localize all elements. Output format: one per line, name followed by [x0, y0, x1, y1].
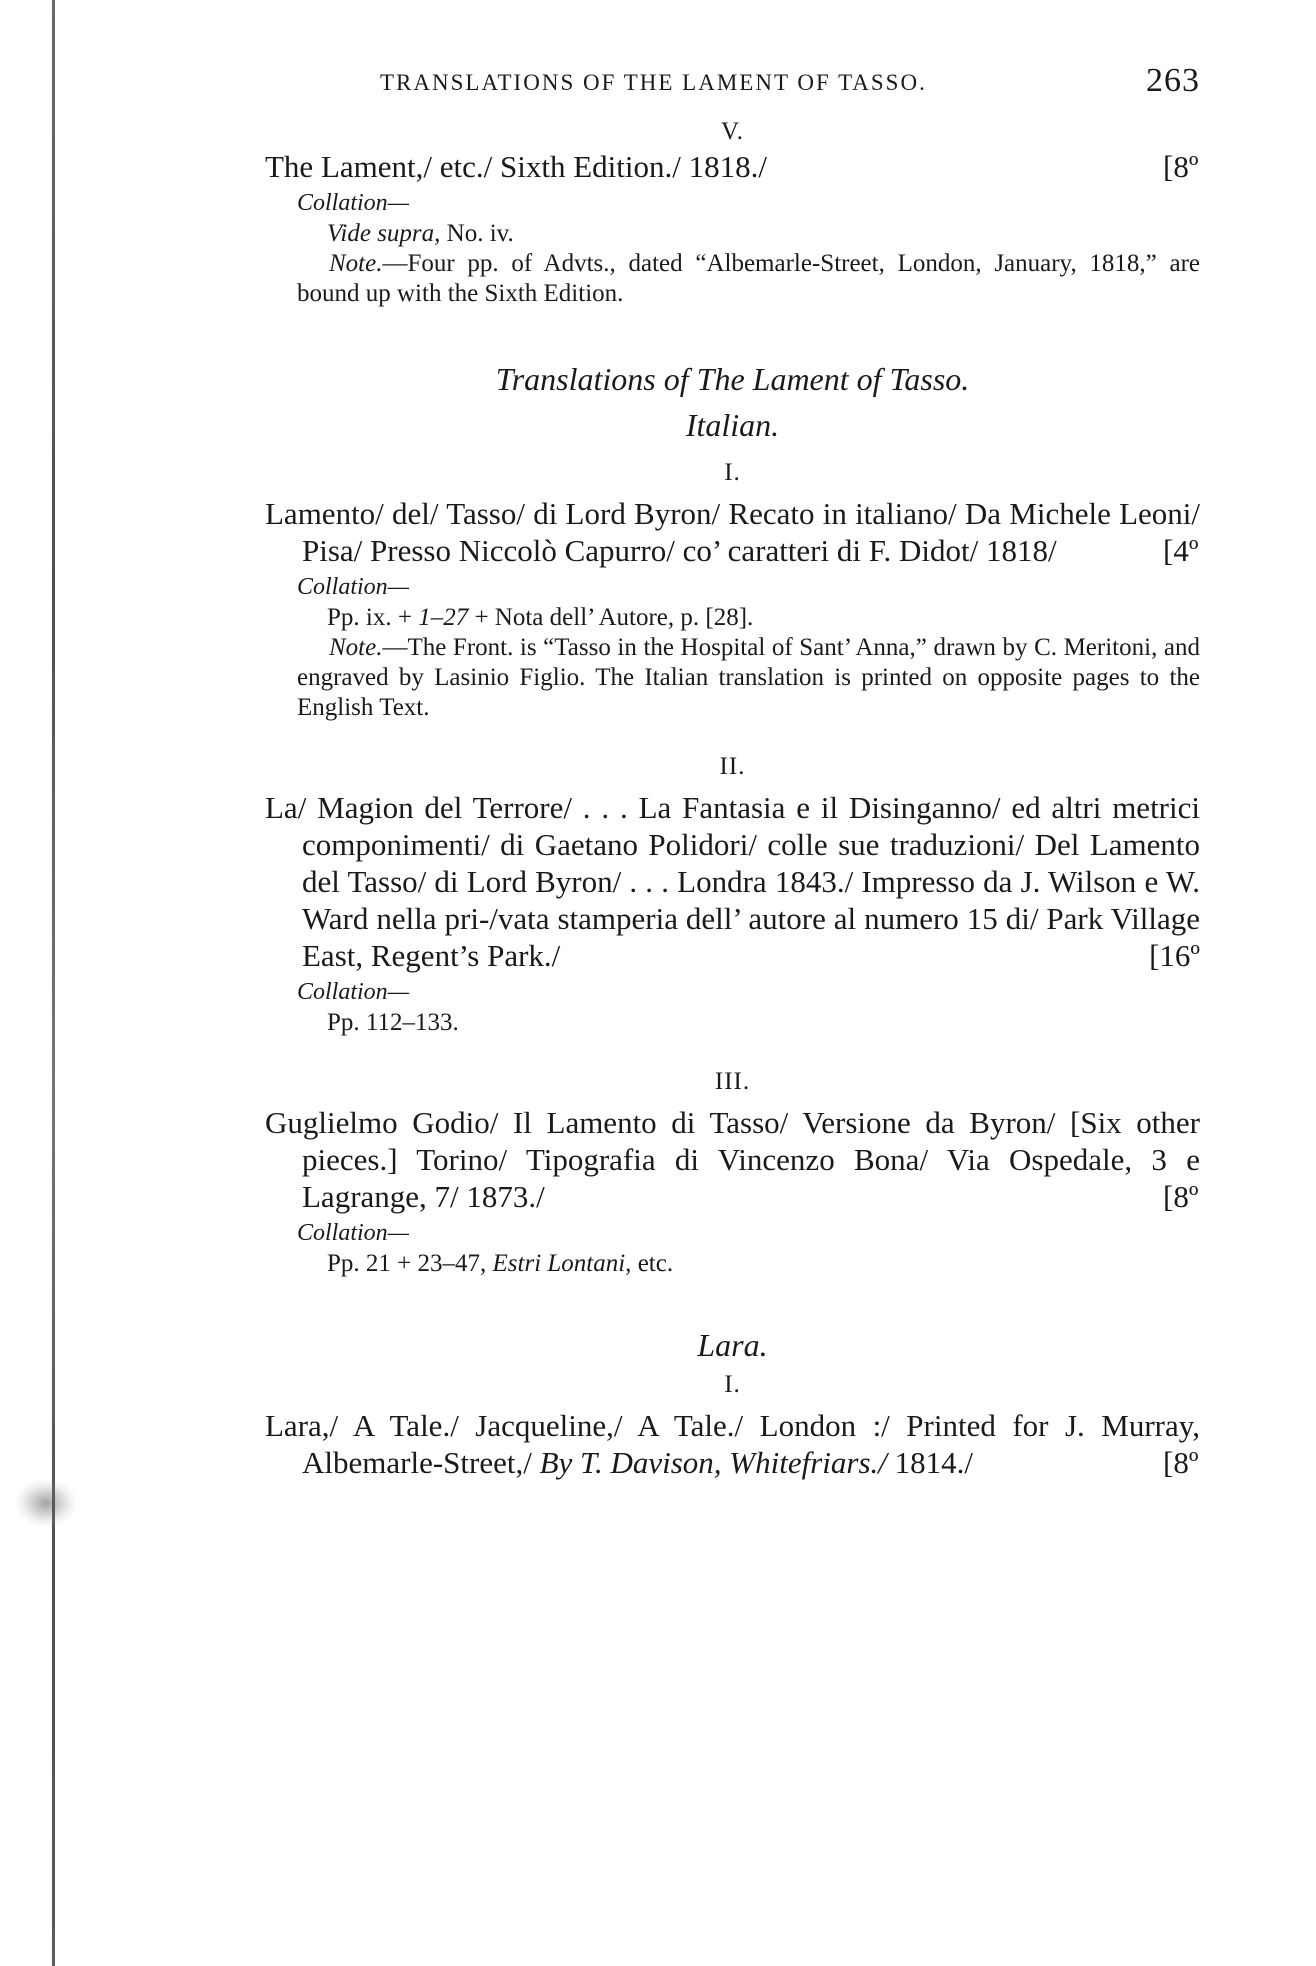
entry-v — [265, 118, 1200, 309]
binding-smudge — [16, 1480, 76, 1526]
translation-entry-ii — [265, 753, 1200, 1038]
collation-detail — [265, 219, 1200, 249]
entry-note — [265, 249, 1200, 309]
pages-italic: 1–27 — [418, 604, 469, 631]
section-heading: Lara. — [697, 1327, 768, 1363]
entry-number: I. — [724, 459, 741, 486]
entry-title-text: Lara,/ A Tale./ Jacqueline,/ A Tale./ London :/ Printed for J. Murray, Albemarle-Street,/ — [265, 1408, 1200, 1480]
entry-title: Lamento/ del/ Tasso/ di Lord Byron/ Recato in italiano/ Da Michele Leoni/ Pisa/ Presso Niccolò Capurro/ co’ caratteri di F. Didot/ 1818/ [4º — [265, 496, 1200, 568]
collation-detail — [265, 603, 1200, 633]
pages-text: Pp. ix. + — [327, 604, 419, 631]
page-binding-edge — [0, 0, 60, 1966]
note-text: —Four pp. of Advts., dated “Albemarle-Street, London, January, 1818,” are bound up with the Sixth Edition. — [297, 250, 1200, 307]
pages-text-end: + Nota dell’ Autore, p. [28]. — [468, 604, 754, 631]
pages-text-end: etc. — [631, 1250, 674, 1277]
page-number: 263 — [1146, 62, 1200, 99]
vide-reference: No. iv. — [446, 220, 514, 247]
book-page — [265, 60, 1200, 1481]
translation-entry-i — [265, 459, 1200, 723]
collation-label: Collation— — [297, 190, 410, 216]
entry-title-end: 1814./ — [886, 1445, 973, 1480]
entry-title-text: La/ Magion del Terrore/ . . . La Fantasia e il Disinganno/ ed altri metrici componimenti/ di Gaetano Polidori/ colle sue traduzioni/ Del Lamento del Tasso/ di Lord Byron/ . . . Londra 1843./ Impresso da J. Wilson e W. Ward nella pri-/vata stamperia dell’ autore al numero 15 di/ Park Village East, Regent’s Park./ — [265, 790, 1200, 973]
entry-format: [16º — [1149, 938, 1200, 973]
collation-label: Collation— — [297, 574, 410, 600]
entry-number: II. — [719, 753, 746, 780]
entry-number: III. — [714, 1068, 751, 1095]
entry-title-italic: By T. Davison, Whitefriars./ — [539, 1445, 887, 1480]
entry-title — [265, 789, 1200, 974]
collation-label: Collation— — [297, 979, 410, 1005]
collation-detail — [265, 1249, 1200, 1279]
entry-note — [265, 633, 1200, 723]
note-label: Note. — [329, 250, 383, 277]
note-text: —The Front. is “Tasso in the Hospital of Sant’ Anna,” drawn by C. Meritoni, and engraved by Lasinio Figlio. The Italian translation is printed on opposite pages to the English Text. — [297, 634, 1200, 721]
entry-number: V. — [720, 118, 745, 145]
running-head-title: TRANSLATIONS OF THE LAMENT OF TASSO. — [380, 70, 927, 95]
entry-title-text: The Lament,/ etc./ Sixth Edition./ 1818./ — [265, 149, 767, 184]
section-heading: Translations of The Lament of Tasso. — [495, 361, 970, 397]
section-subheading: Italian. — [685, 407, 780, 443]
pages-italic: Estri Lontani, — [492, 1250, 632, 1277]
lara-section — [265, 1323, 1200, 1481]
note-label: Note. — [329, 634, 383, 661]
collation-detail: Pp. 112–133. — [327, 1009, 459, 1036]
translations-section — [265, 357, 1200, 1279]
collation-label: Collation— — [297, 1220, 410, 1246]
entry-title: The Lament,/ etc./ Sixth Edition./ 1818./ [8º — [265, 149, 1199, 184]
entry-title: Lara,/ A Tale./ Jacqueline,/ A Tale./ London :/ Printed for J. Murray, Albemarle-Street,/ By T. Davison, Whitefriars./ 1814./ [8º — [265, 1408, 1200, 1480]
entry-title: Guglielmo Godio/ Il Lamento di Tasso/ Versione da Byron/ [Six other pieces.] Torino/ Tipografia di Vincenzo Bona/ Via Ospedale, 3 e Lagrange, 7/ 1873./ [8º — [265, 1105, 1200, 1214]
vide-supra: Vide supra, — [327, 220, 441, 247]
entry-title-text: Lamento/ del/ Tasso/ di Lord Byron/ Recato in italiano/ Da Michele Leoni/ Pisa/ Presso Niccolò Capurro/ co’ caratteri di F. Didot/ 1818/ — [265, 496, 1200, 568]
pages-text: Pp. 21 + 23–47, — [327, 1250, 493, 1277]
entry-number: I. — [724, 1371, 741, 1398]
entry-title-text: Guglielmo Godio/ Il Lamento di Tasso/ Versione da Byron/ [Six other pieces.] Torino/ Tipografia di Vincenzo Bona/ Via Ospedale, 3 e Lagrange, 7/ 1873./ — [265, 1105, 1200, 1214]
running-head — [265, 60, 1200, 106]
binding-line — [52, 0, 55, 1966]
translation-entry-iii — [265, 1068, 1200, 1279]
